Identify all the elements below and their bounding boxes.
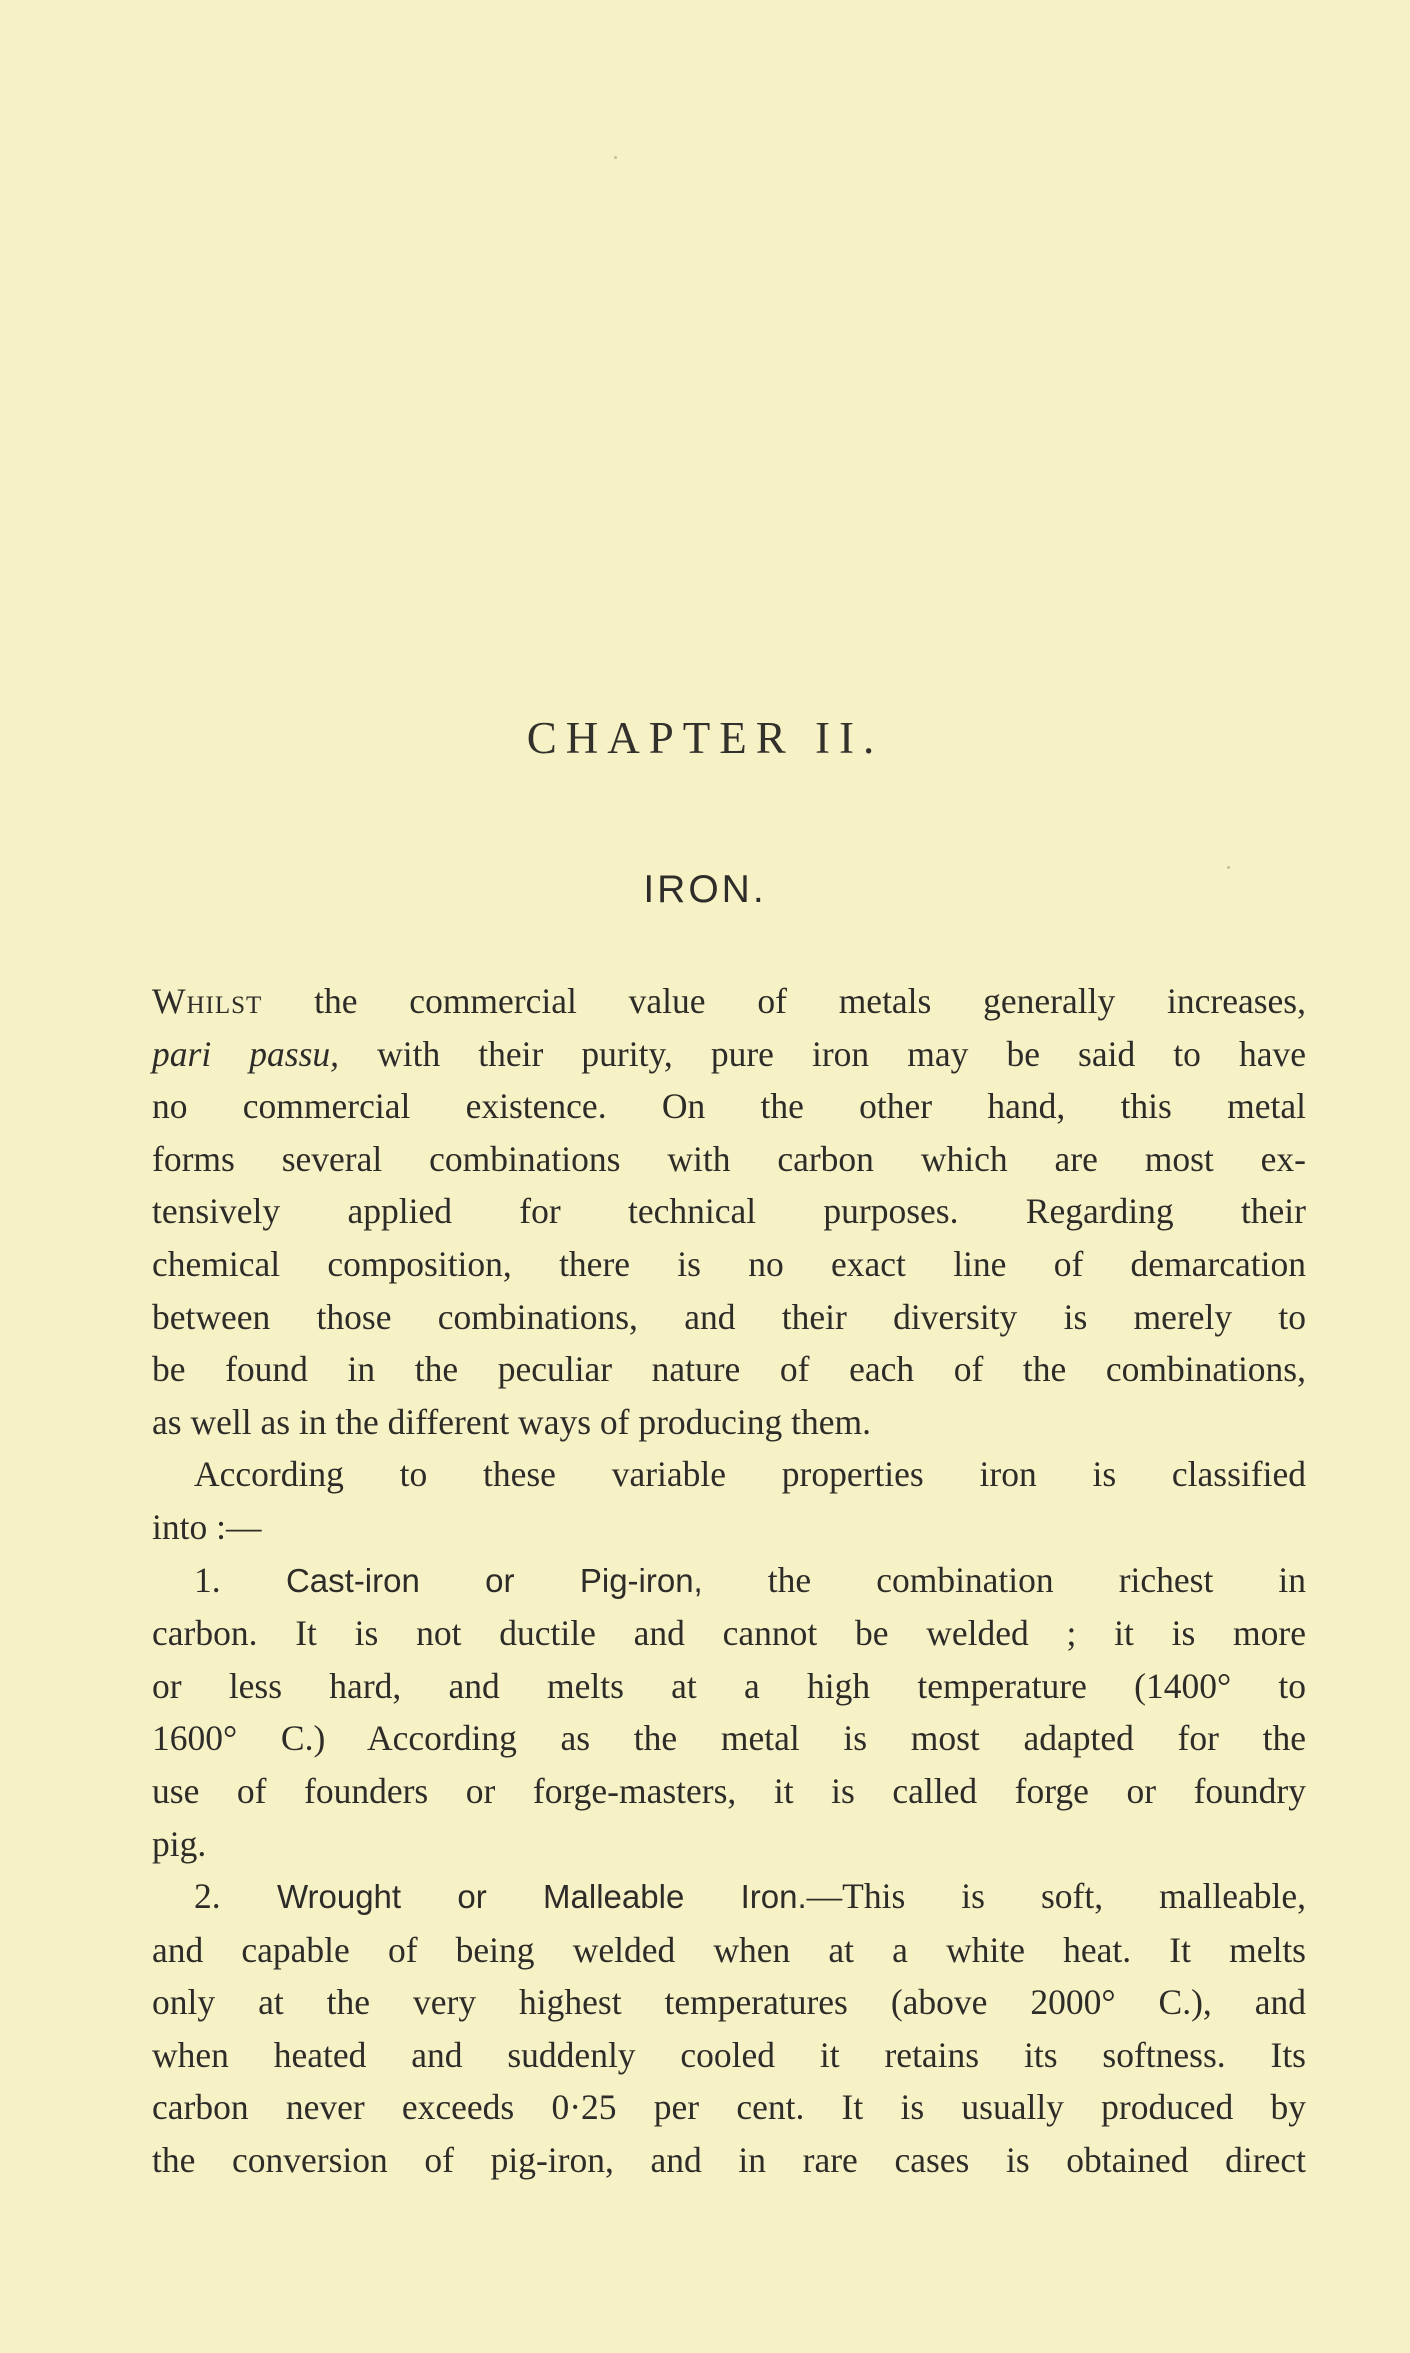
paragraph-1-line: chemical composition, there is no exact line of demarcation	[152, 1243, 1306, 1284]
list-number: 2.	[194, 1876, 221, 1917]
list-number: 1.	[194, 1559, 221, 1600]
paragraph-3-line: use of founders or forge-masters, it is called forge or foundry	[152, 1770, 1306, 1811]
paragraph-1-line: be found in the peculiar nature of each of the combinations,	[152, 1349, 1306, 1390]
body-text	[152, 975, 1306, 2187]
paragraph-3-line: carbon. It is not ductile and cannot be welded ; it is more	[152, 1613, 1306, 1654]
paragraph-3-line: pig.	[152, 1823, 207, 1864]
paragraph-1-line: as well as in the different ways of producing them.	[152, 1401, 872, 1442]
paragraph-4-line: 2. Wrought or Malleable Iron.—This is soft, malleable,	[194, 1876, 1306, 1917]
paragraph-3-line: 1. Cast-iron or Pig-iron, the combination richest in	[194, 1559, 1306, 1600]
paragraph-1-line: forms several combinations with carbon which are most ex-	[152, 1138, 1306, 1179]
paragraph-3-line: or less hard, and melts at a high temperature (1400° to	[152, 1665, 1306, 1706]
paragraph-1-line: pari passu, with their purity, pure iron may be said to have	[152, 1033, 1306, 1074]
paragraph-3-line: 1600° C.) According as the metal is most adapted for the	[152, 1718, 1306, 1759]
list-heading: Cast-iron or Pig-iron,	[220, 1561, 703, 1599]
paragraph-1-line: tensively applied for technical purposes. Regarding their	[152, 1191, 1306, 1232]
list-heading: Wrought or Malleable Iron.	[220, 1878, 807, 1916]
paragraph-1-line: no commercial existence. On the other hand, this metal	[152, 1086, 1306, 1127]
paragraph-4-line: the conversion of pig-iron, and in rare cases is obtained direct	[152, 2140, 1306, 2181]
chapter-heading: CHAPTER II.	[526, 713, 884, 763]
opening-word: Whilst	[152, 981, 263, 1021]
paragraph-4-line: and capable of being welded when at a white heat. It melts	[152, 1929, 1306, 1970]
paragraph-4-line: when heated and suddenly cooled it retains its softness. Its	[152, 2034, 1306, 2075]
paragraph-4-line: only at the very highest temperatures (above 2000° C.), and	[152, 1982, 1306, 2023]
paragraph-4-line: carbon never exceeds 0·25 per cent. It is usually produced by	[152, 2087, 1306, 2128]
paragraph-1-line: Whilst the commercial value of metals generally increases,	[152, 981, 1306, 1021]
italic-phrase: pari passu,	[152, 1033, 340, 1074]
paragraph-2-line: into :—	[152, 1506, 262, 1547]
paragraph-1-line: between those combinations, and their diversity is merely to	[152, 1296, 1306, 1337]
chapter-title: IRON.	[643, 868, 767, 911]
paragraph-2-line: According to these variable properties iron is classified	[194, 1454, 1306, 1495]
paper-speck	[614, 156, 617, 159]
